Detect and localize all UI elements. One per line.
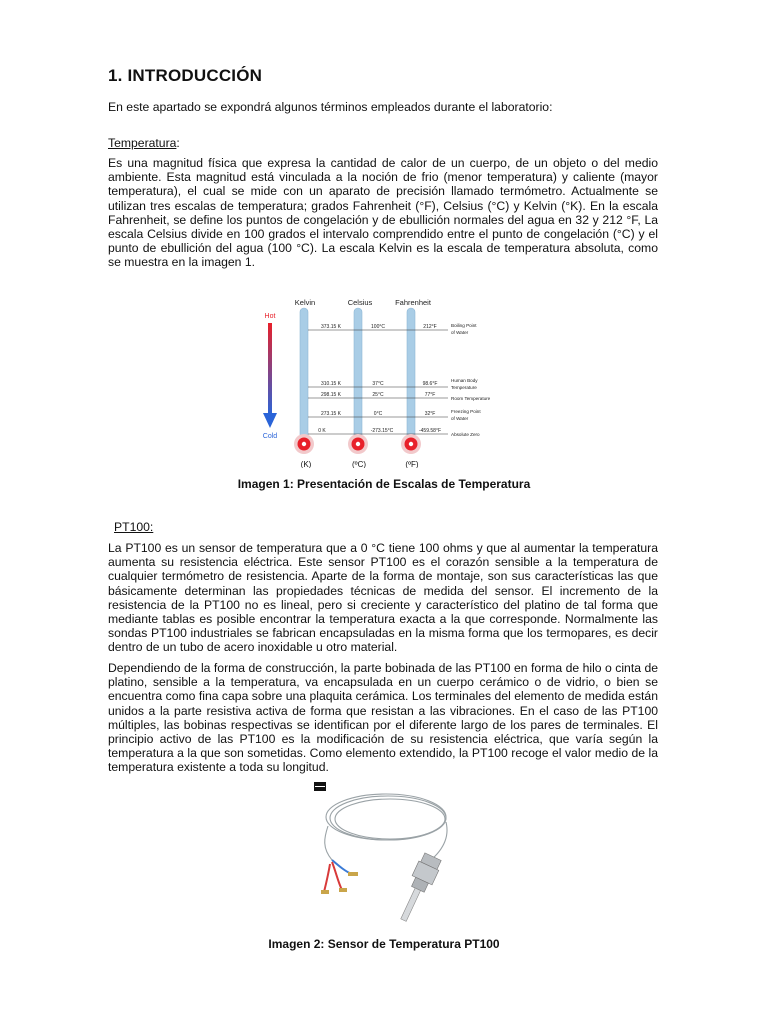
- unit-kelvin: (K): [300, 460, 312, 468]
- pt100-paragraph-1: La PT100 es un sensor de temperatura que a 0 °C tiene 100 ohms y que al aumentar la temperatura aumenta su resistencia eléctrica. Este sensor PT100 es el corazón sensible a la temperatura de cualquier termómetro de resistencia. Aparte de la forma de montaje, son sus características las que básicamente determinan las propiedades técnicas de medida del sensor. El incremento de la resistencia de la PT100 no es lineal, pero si creciente y característico del platino de tal forma que mediante tablas es posible encontrar la temperatura exacta a la que corresponde. Normalmente las sondas PT100 industriales se fabrican encapsuladas en la misma forma que los termopares, es decir dentro de un tubo de acero inoxidable u otro material.: [108, 541, 658, 655]
- row-freezing-label-2: of Water: [451, 416, 469, 421]
- temperatura-title-colon: :: [176, 136, 180, 150]
- row-human-fahrenheit: 98.6°F: [422, 381, 438, 387]
- temperatura-title: [108, 136, 658, 150]
- row-boiling-fahrenheit: 212°F: [423, 324, 437, 330]
- row-human-label-2: Temperature: [451, 385, 477, 390]
- row-freezing-kelvin: 273.15 K: [320, 411, 342, 417]
- section-heading: 1. INTRODUCCIÓN: [108, 66, 263, 85]
- pt100-title-text: PT100:: [114, 520, 154, 534]
- temperatura-title-text: Temperatura: [108, 136, 177, 150]
- hot-cold-arrow-shaft: [268, 323, 272, 415]
- scale-label-celsius: Celsius: [347, 298, 373, 307]
- row-freezing: [308, 409, 481, 421]
- row-zero-label: Absolute Zero: [451, 432, 480, 437]
- row-room: [308, 392, 491, 401]
- row-zero-fahrenheit: -459.58°F: [418, 428, 442, 434]
- row-boiling-kelvin: 373.15 K: [320, 324, 342, 330]
- figure2-caption: Imagen 2: Sensor de Temperatura PT100: [268, 937, 500, 951]
- fahrenheit-bulb: [401, 434, 421, 454]
- row-room-kelvin: 298.15 K: [320, 392, 342, 398]
- row-freezing-celsius: 0°C: [373, 411, 383, 417]
- cold-label: Cold: [262, 433, 278, 440]
- row-human-celsius: 37°C: [372, 381, 384, 387]
- unit-celsius: (ºC): [351, 460, 367, 468]
- row-freezing-label: Freezing Point: [451, 409, 481, 414]
- row-boiling-label-2: of Water: [451, 330, 469, 335]
- row-human-label: Human Body: [451, 378, 478, 383]
- hot-label: Hot: [264, 313, 276, 320]
- row-absolute-zero: [308, 428, 480, 437]
- row-boiling-label: Boiling Point: [451, 323, 477, 328]
- row-room-fahrenheit: 77°F: [424, 392, 436, 398]
- row-boiling: [308, 323, 477, 335]
- fahrenheit-tube: [407, 308, 415, 440]
- hot-cold-arrow-head: [263, 413, 277, 428]
- row-boiling-celsius: 100°C: [371, 324, 385, 330]
- pt100-title: [114, 520, 664, 534]
- figure1-caption: Imagen 1: Presentación de Escalas de Temperatura: [237, 477, 531, 491]
- celsius-tube: [354, 308, 362, 440]
- temperatura-paragraph: Es una magnitud física que expresa la cantidad de calor de un cuerpo, de un objeto o del medio ambiente. Esta magnitud está vinculada a la noción de frio (menor temperatura) y caliente (mayor temperatura), el cual se mide con un aparato de precisión llamado termómetro. Actualmente se utilizan tres escalas de temperatura; grados Fahrenheit (°F), Celsius (°C) y Kelvin (°K). En la escala Fahrenheit, se define los puntos de congelación y de ebullición normales del agua en 32 y 212 °F, La escala Celsius divide en 100 grados el intervalo comprendido entre el punto de congelación (°C) y el punto de ebullición del agua (100 °C). La escala Kelvin es la escala de temperatura absoluta, como se muestra en la imagen 1.: [108, 156, 658, 270]
- scale-label-kelvin: Kelvin: [294, 298, 316, 307]
- unit-fahrenheit: (ºF): [405, 460, 419, 468]
- row-zero-celsius: -273.15°C: [370, 428, 394, 434]
- row-human-kelvin: 310.15 K: [320, 381, 342, 387]
- row-room-label: Room Temperature: [451, 396, 491, 401]
- pt100-sensor-image: [304, 778, 462, 926]
- kelvin-bulb: [294, 434, 314, 454]
- row-freezing-fahrenheit: 32°F: [424, 411, 436, 417]
- celsius-bulb: [348, 434, 368, 454]
- intro-text: En este apartado se expondrá algunos términos empleados durante el laboratorio:: [108, 100, 553, 114]
- row-room-celsius: 25°C: [372, 392, 384, 398]
- kelvin-tube: [300, 308, 308, 440]
- row-zero-kelvin: 0 K: [318, 428, 326, 434]
- row-human-body: [308, 378, 478, 390]
- pt100-paragraph-2: Dependiendo de la forma de construcción, la parte bobinada de las PT100 en forma de hilo o cinta de platino, sensible a la temperatura, va encapsulada en un cuerpo cerámico o de vidrio, o bien se encuentra como fina capa sobre una plaquita cerámica. Los terminales del elemento de medida están unidos a la parte resistiva activa de forma que resistan a las vibraciones. En el caso de las PT100 múltiples, las bobinas respectivas se identifican por el diferente largo de los pares de terminales. El principio activo de las PT100 es la modificación de su resistencia eléctrica, que varía según la temperatura a la que son sometidas. Como elemento extendido, la PT100 recoge el valor medio de la temperatura existente a toda su longitud.: [108, 661, 658, 775]
- temperature-scales-diagram: [258, 296, 510, 468]
- scale-label-fahrenheit: Fahrenheit: [395, 298, 431, 307]
